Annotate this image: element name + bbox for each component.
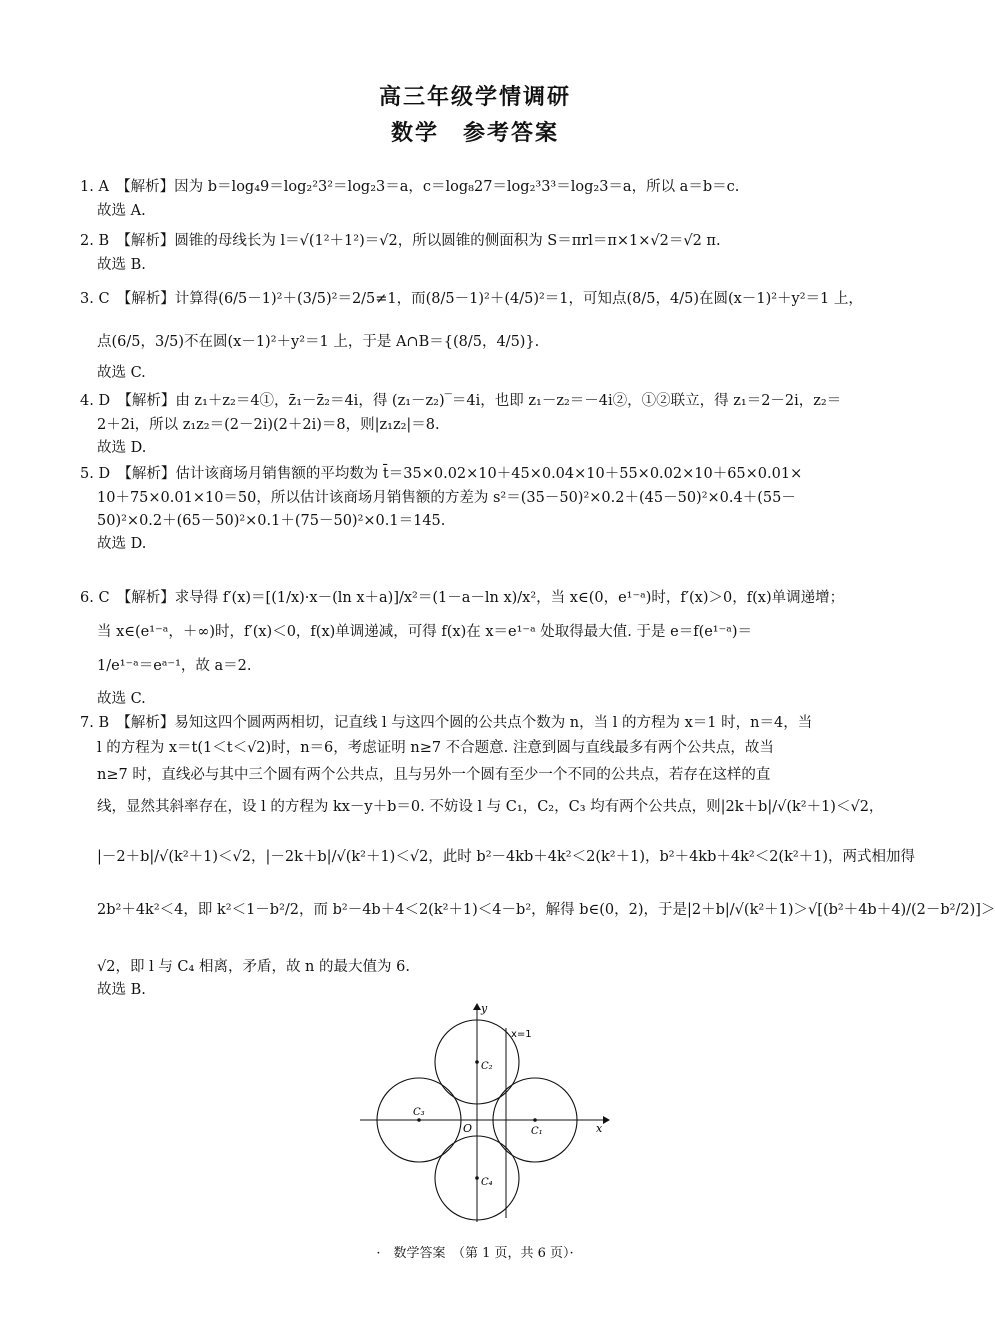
center-c3 — [417, 1118, 421, 1122]
c2-label: C₂ — [481, 1061, 493, 1072]
text-line: n≥7 时，直线必与其中三个圆有两个公共点，且与另外一个圆有至少一个不同的公共点，若存在这样的直 — [97, 767, 771, 783]
center-c4 — [475, 1176, 479, 1180]
circles-diagram — [355, 1000, 615, 1225]
text-line: 线，显然其斜率存在，设 l 的方程为 kx－y＋b＝0. 不妨设 l 与 C₁，C₂，C₃ 均有两个公共点，则|2k＋b|/√(k²＋1)＜√2， — [97, 799, 884, 815]
page-footer: · 数学答案 （第 1 页，共 6 页）· — [376, 1246, 574, 1261]
x-axis-label: x — [596, 1122, 603, 1135]
text-line: 故选 C. — [97, 691, 146, 707]
center-c2 — [475, 1060, 479, 1064]
text-line: 故选 D. — [97, 440, 147, 456]
text-line: 故选 B. — [97, 257, 146, 273]
center-c1 — [533, 1118, 537, 1122]
text-line: 7. B 【解析】易知这四个圆两两相切，记直线 l 与这四个圆的公共点个数为 n，当 l 的方程为 x＝1 时，n＝4，当 — [80, 715, 813, 731]
origin-label: O — [463, 1122, 473, 1135]
text-line: 50)²×0.2＋(65－50)²×0.1＋(75－50)²×0.1＝145. — [97, 513, 446, 529]
text-line: 1/e¹⁻ᵃ＝eᵃ⁻¹，故 a＝2. — [97, 658, 252, 674]
line-x1-label: x=1 — [511, 1029, 532, 1040]
x-axis-arrow — [603, 1116, 610, 1124]
text-line: l 的方程为 x＝t(1＜t＜√2)时，n＝6，考虑证明 n≥7 不合题意. 注意到圆与直线最多有两个公共点，故当 — [97, 740, 774, 756]
c4-label: C₄ — [481, 1177, 493, 1188]
text-line: 5. D 【解析】估计该商场月销售额的平均数为 t̄＝35×0.02×10＋45×0.04×10＋55×0.02×10＋65×0.01× — [80, 466, 803, 482]
text-line: |－2＋b|/√(k²＋1)＜√2，|－2k＋b|/√(k²＋1)＜√2，此时 b²－4kb＋4k²＜2(k²＋1)，b²＋4kb＋4k²＜2(k²＋1)，两式相加得 — [97, 849, 916, 865]
text-line: 故选 C. — [97, 365, 146, 381]
y-axis-arrow — [473, 1003, 481, 1010]
page-title: 高三年级学情调研 — [378, 85, 571, 110]
text-line: 6. C 【解析】求导得 f′(x)＝[(1/x)·x－(ln x＋a)]/x²＝(1－a－ln x)/x²，当 x∈(0，e¹⁻ᵃ)时，f′(x)＞0，f(x)单调递增； — [80, 590, 845, 606]
text-line: 4. D 【解析】由 z₁＋z₂＝4①，z̄₁－z̄₂＝4i，得 (z₁－z₂)‾＝4i，也即 z₁－z₂＝－4i②，①②联立，得 z₁＝2－2i，z₂＝ — [80, 393, 842, 409]
page-subtitle: 数学 参考答案 — [390, 121, 559, 146]
c3-label: C₃ — [413, 1107, 425, 1118]
text-line: 1. A 【解析】因为 b＝log₄9＝log₂²3²＝log₂3＝a，c＝log₈27＝log₂³3³＝log₂3＝a，所以 a＝b＝c. — [80, 179, 740, 195]
c1-label: C₁ — [531, 1126, 543, 1137]
text-line: 故选 D. — [97, 536, 147, 552]
text-line: √2，即 l 与 C₄ 相离，矛盾，故 n 的最大值为 6. — [97, 959, 410, 975]
text-line: 2b²＋4k²＜4，即 k²＜1－b²/2，而 b²－4b＋4＜2(k²＋1)＜4－b²，解得 b∈(0，2)，于是|2＋b|/√(k²＋1)＞√[(b²＋4b＋4)/(2－b²/2)]＞ — [97, 902, 995, 918]
text-line: 3. C 【解析】计算得(6/5－1)²＋(3/5)²＝2/5≠1，而(8/5－1)²＋(4/5)²＝1，可知点(8/5，4/5)在圆(x－1)²＋y²＝1 上， — [80, 291, 863, 307]
text-line: 当 x∈(e¹⁻ᵃ，＋∞)时，f′(x)＜0，f(x)单调递减，可得 f(x)在 x＝e¹⁻ᵃ 处取得最大值. 于是 e＝f(e¹⁻ᵃ)＝ — [97, 624, 753, 640]
text-line: 点(6/5，3/5)不在圆(x－1)²＋y²＝1 上，于是 A∩B＝{(8/5，4/5)}. — [97, 334, 540, 350]
text-line: 故选 B. — [97, 982, 146, 998]
y-axis-label: y — [481, 1002, 488, 1015]
text-line: 2. B 【解析】圆锥的母线长为 l＝√(1²＋1²)＝√2，所以圆锥的侧面积为 S＝πrl＝π×1×√2＝√2 π. — [80, 233, 721, 249]
text-line: 2＋2i，所以 z₁z₂＝(2－2i)(2＋2i)＝8，则|z₁z₂|＝8. — [97, 417, 440, 433]
text-line: 故选 A. — [97, 203, 146, 219]
text-line: 10＋75×0.01×10＝50，所以估计该商场月销售额的方差为 s²＝(35－50)²×0.2＋(45－50)²×0.4＋(55－ — [97, 490, 796, 506]
